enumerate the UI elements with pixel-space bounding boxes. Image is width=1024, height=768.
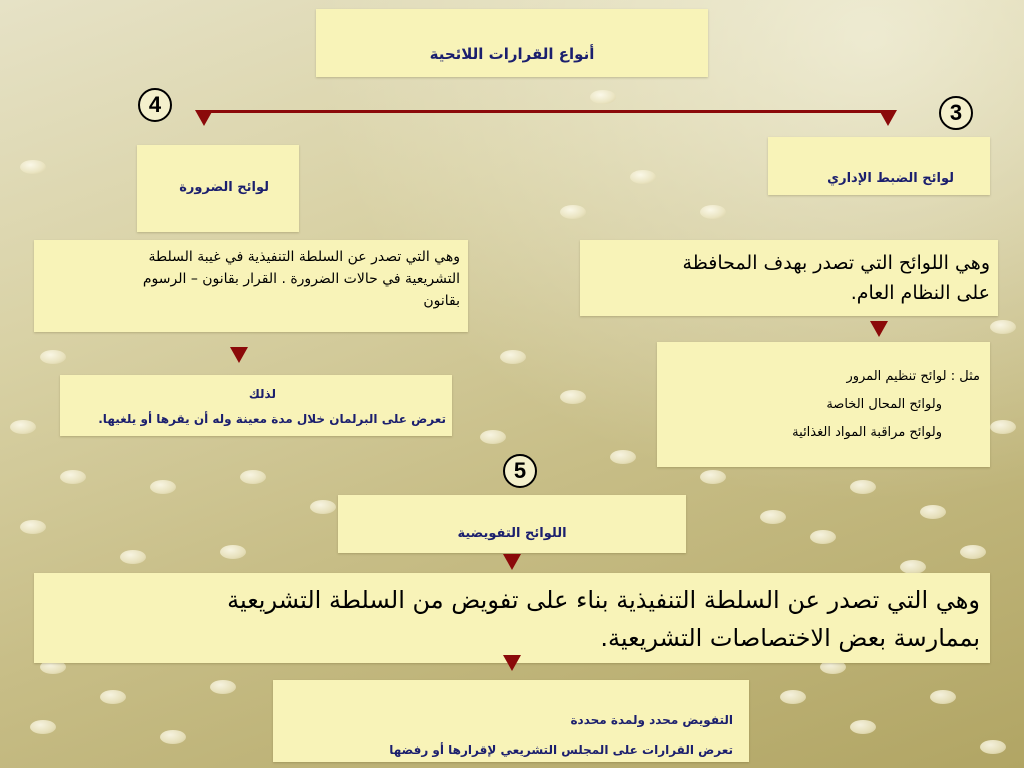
necessity-definition-line-1: وهي التي تصدر عن السلطة التنفيذية في غيبة السلطة [148, 249, 460, 265]
parliament-review-note: تعرض على البرلمان خلال مدة معينة وله أن يقرها أو يلغيها. [98, 412, 446, 426]
arrow-down-left-branch [195, 110, 213, 126]
legislative-council-review-note: تعرض القرارات على المجلس التشريعي لإقرارها أو رفضها [389, 743, 733, 757]
arrow-down-necessity-note [230, 347, 248, 363]
title-box [316, 9, 708, 77]
number-5-badge: 5 [503, 454, 537, 488]
necessity-note-box [60, 375, 452, 436]
necessity-label-box [137, 145, 299, 232]
admin-control-label-box [768, 137, 990, 195]
admin-control-label: لوائح الضبط الإداري [827, 171, 954, 186]
example-traffic: مثل : لوائح تنظيم المرور [846, 369, 980, 384]
delegated-definition-box [34, 573, 990, 663]
necessity-label: لوائح الضرورة [179, 180, 269, 195]
arrow-down-admin-examples [870, 321, 888, 337]
admin-definition-line-1: وهي اللوائح التي تصدر بهدف المحافظة [682, 252, 990, 274]
number-4-badge: 4 [138, 88, 172, 122]
arrow-down-delegated-notes [503, 655, 521, 671]
diagram-title: أنواع القرارات اللائحية [429, 45, 595, 63]
therefore-label: لذلك [248, 387, 276, 401]
admin-definition-line-2: على النظام العام. [850, 282, 990, 304]
number-3-badge: 3 [939, 96, 973, 130]
arrow-down-delegated-definition [503, 554, 521, 570]
delegation-limited-note: التفويض محدد ولمدة محددة [570, 713, 733, 727]
necessity-definition-line-2: التشريعية في حالات الضرورة . القرار بقانون – الرسوم [142, 271, 460, 287]
admin-examples-box [657, 342, 990, 467]
example-private-shops: ولوائح المحال الخاصة [826, 397, 942, 412]
delegated-label: اللوائح التفويضية [457, 526, 567, 541]
delegated-notes-box [273, 680, 749, 762]
example-food-control: ولوائح مراقبة المواد الغذائية [792, 425, 942, 440]
arrow-down-right-branch [879, 110, 897, 126]
delegated-label-box [338, 495, 686, 553]
delegated-definition-line-2: بممارسة بعض الاختصاصات التشريعية. [600, 624, 980, 652]
admin-control-definition-box [580, 240, 998, 316]
branch-connector-line [204, 110, 888, 113]
delegated-definition-line-1: وهي التي تصدر عن السلطة التنفيذية بناء على تفويض من السلطة التشريعية [227, 586, 980, 614]
necessity-definition-line-3: بقانون [423, 293, 460, 309]
necessity-definition-box [34, 240, 468, 332]
